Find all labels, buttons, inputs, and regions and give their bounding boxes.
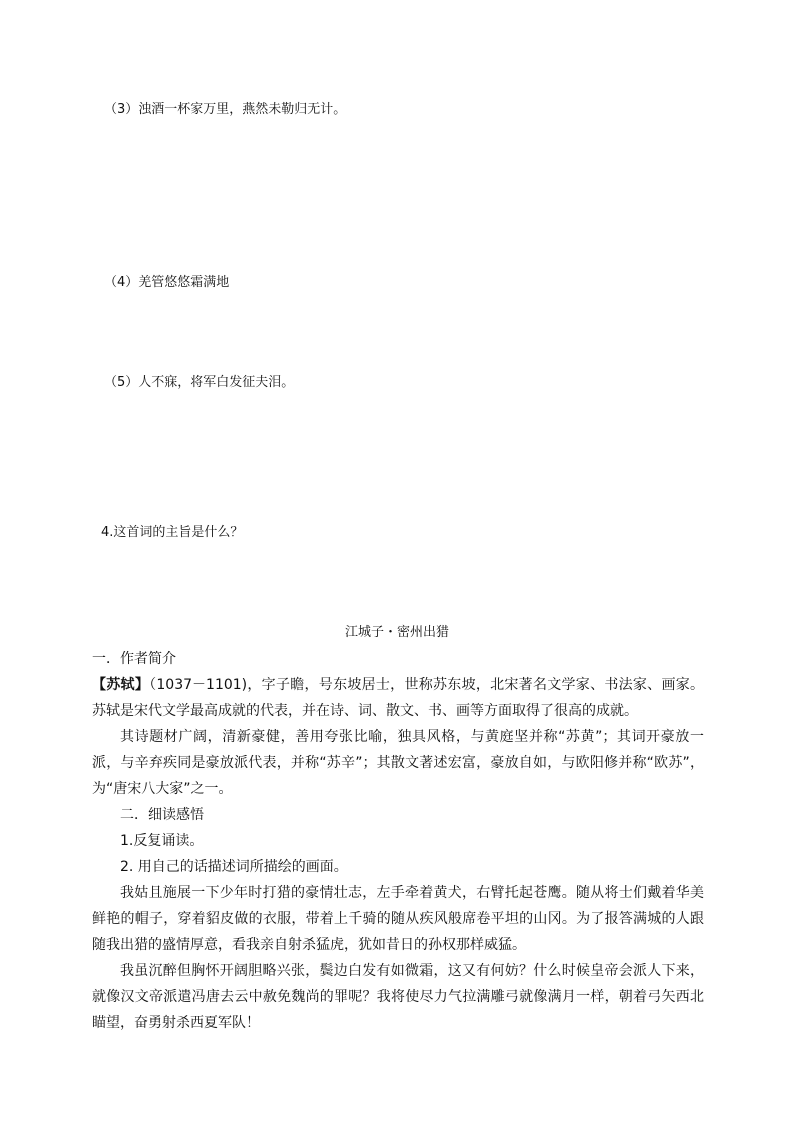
translation-paragraph-1: 我姑且施展一下少年时打猎的豪情壮志，左手牵着黄犬，右臂托起苍鹰。随从将士们戴着华美鲜艳的帽子，穿着貂皮做的衣服，带着上千骑的随从疾风般席卷平坦的山冈。为了报答满城的人跟随我出猎的盛情厚意，看我亲自射杀猛虎，犹如昔日的孙权那样威猛。 xyxy=(92,885,704,953)
author-intro: （1037－1101)，字子瞻，号东坡居士，世称苏东坡，北宋著名文学家、书法家、画家。苏轼是宋代文学最高成就的代表，并在诗、词、散文、书、画等方面取得了很高的成就。 xyxy=(92,677,705,719)
section1-heading: 一．作者简介 xyxy=(92,651,176,667)
question-4: （4）羌管悠悠霜满地 xyxy=(104,275,230,290)
author-style: 其诗题材广阔，清新豪健，善用夸张比喻，独具风格，与黄庭坚并称“苏黄”；其词开豪放一派，与辛弃疾同是豪放派代表，并称“苏辛”；其散文著述宏富，豪放自如，与欧阳修并称“欧苏”，为“唐宋八大家”之一。 xyxy=(92,729,704,797)
section2-heading: 二．细读感悟 xyxy=(120,807,204,823)
question-3: （3）浊酒一杯家万里，燕然未勒归无计。 xyxy=(104,102,347,117)
article-title: 江城子・密州出猎 xyxy=(344,625,449,640)
article-body xyxy=(92,646,704,1036)
task-2: 2. 用自己的话描述词所描绘的画面。 xyxy=(120,859,348,875)
task-1: 1.反复诵读。 xyxy=(120,833,204,849)
author-name: 【苏轼】 xyxy=(92,677,150,693)
author-intro-paragraph xyxy=(92,672,704,724)
translation-paragraph-2: 我虽沉醉但胸怀开阔胆略兴张，鬓边白发有如微霜，这又有何妨？什么时候皇帝会派人下来，就像汉文帝派遣冯唐去云中赦免魏尚的罪呢？我将使尽力气拉满雕弓就像满月一样，朝着弓矢西北瞄望，奋勇射杀西夏军队！ xyxy=(92,963,704,1031)
question-5: （5）人不寐，将军白发征夫泪。 xyxy=(104,375,295,390)
question-main-idea: 4.这首词的主旨是什么？ xyxy=(101,525,244,540)
